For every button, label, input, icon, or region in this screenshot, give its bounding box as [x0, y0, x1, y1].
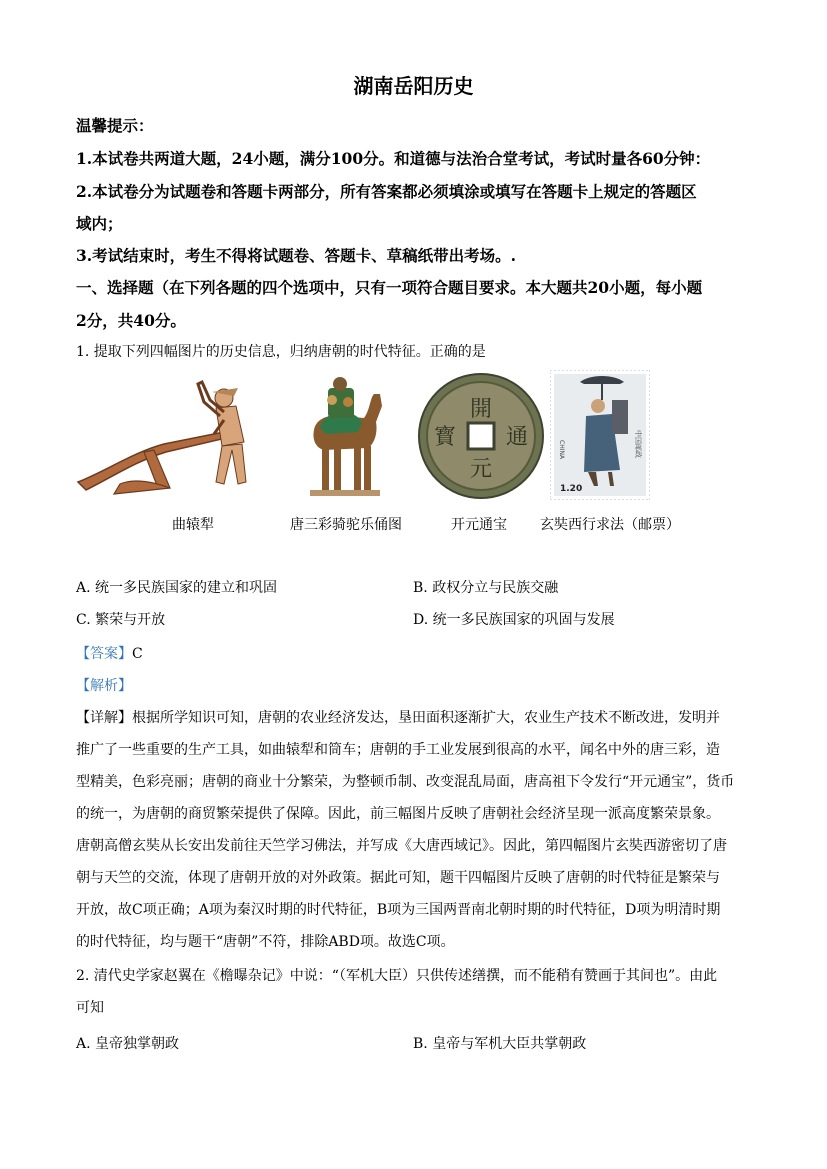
analysis-line-8: 的时代特征，均与题干“唐朝”不符，排除ABD项。故选C项。 — [76, 934, 455, 950]
analysis-line-5: 唐朝高僧玄奘从长安出发前往天竺学习佛法，并写成《大唐西域记》。因此，第四幅图片玄奘西游密切了唐 — [76, 838, 727, 854]
analysis-line-7: 开放，故C项正确；A项为秦汉时期的时代特征，B项为三国两晋南北朝时期的时代特征，D项为明清时期 — [76, 902, 721, 918]
xuanzang-stamp-image — [550, 370, 650, 500]
stamp-country: 中国邮政 — [634, 430, 642, 458]
coin-char-left: 寳 — [433, 425, 457, 450]
page-title: 湖南岳阳历史 — [353, 74, 474, 98]
section-heading-line1: 一、选择题（在下列各题的四个选项中，只有一项符合题目要求。本大题共20小题，每小题 — [76, 278, 703, 297]
section-heading-line2: 2分，共40分。 — [76, 311, 186, 330]
q1-answer — [76, 644, 143, 664]
answer-value: C — [132, 646, 143, 662]
question-2-stem-cont: 可知 — [76, 1000, 104, 1016]
camel-figurine-image — [304, 370, 390, 500]
coin-char-bottom: 元 — [469, 457, 493, 482]
notice-item-2-cont: 域内； — [76, 214, 123, 233]
analysis-line-3: 型精美，色彩亮丽；唐朝的商业十分繁荣，为整顿币制、改变混乱局面，唐高祖下令发行“开元通宝”，货币 — [76, 774, 735, 790]
analysis-line-2: 推广了一些重要的生产工具，如曲辕犁和筒车；唐朝的手工业发展到很高的水平，闻名中外的唐三彩，造 — [76, 742, 720, 758]
caption-plow: 曲辕犁 — [172, 517, 214, 533]
analysis-line-4: 的统一，为唐朝的商贸繁荣提供了保障。因此，前三幅图片反映了唐朝社会经济呈现一派高度繁荣景象。 — [76, 806, 720, 822]
stamp-brand: CHINA — [558, 440, 565, 460]
notice-item-2: 2.本试卷分为试题卷和答题卡两部分，所有答案都必须填涂或填写在答题卡上规定的答题区 — [76, 182, 697, 201]
q1-option-d: D. 统一多民族国家的巩固与发展 — [413, 612, 615, 628]
q2-option-a: A. 皇帝独掌朝政 — [76, 1036, 180, 1052]
coin-char-top: 開 — [469, 397, 493, 422]
analysis-label: 【解析】 — [76, 678, 132, 694]
kaiyuan-coin-image — [416, 372, 546, 500]
q1-option-c: C. 繁荣与开放 — [76, 612, 166, 628]
answer-label: 【答案】 — [76, 646, 132, 662]
q2-option-b: B. 皇帝与军机大臣共掌朝政 — [413, 1036, 587, 1052]
analysis-line-1: 【详解】根据所学知识可知，唐朝的农业经济发达，垦田面积逐渐扩大，农业生产技术不断改进，发明并 — [76, 710, 720, 726]
analysis-line-6: 朝与天竺的交流，体现了唐朝开放的对外政策。据此可知，题干四幅图片反映了唐朝的时代特征是繁荣与 — [76, 870, 720, 886]
caption-camel: 唐三彩骑驼乐俑图 — [290, 517, 402, 533]
notice-item-3: 3.考试结束时，考生不得将试题卷、答题卡、草稿纸带出考场。. — [76, 246, 517, 265]
notice-item-1: 1.本试卷共两道大题，24小题，满分100分。和道德与法治合堂考试，考试时量各60分钟： — [76, 149, 711, 168]
question-1-stem: 1. 提取下列四幅图片的历史信息，归纳唐朝的时代特征。正确的是 — [76, 344, 486, 360]
coin-char-right: 通 — [505, 425, 529, 450]
plow-image — [74, 372, 282, 500]
notice-heading: 温馨提示： — [76, 116, 154, 135]
caption-coin: 开元通宝 — [451, 517, 507, 533]
caption-stamp: 玄奘西行求法（邮票） — [540, 517, 680, 533]
q1-option-b: B. 政权分立与民族交融 — [413, 580, 559, 596]
q1-option-a: A. 统一多民族国家的建立和巩固 — [76, 580, 278, 596]
question-2-stem: 2. 清代史学家赵翼在《檐曝杂记》中说：“（军机大臣）只供传述缮撰，而不能稍有赞画于其间也”。由此 — [76, 968, 718, 984]
stamp-value: 1.20 — [560, 484, 583, 494]
